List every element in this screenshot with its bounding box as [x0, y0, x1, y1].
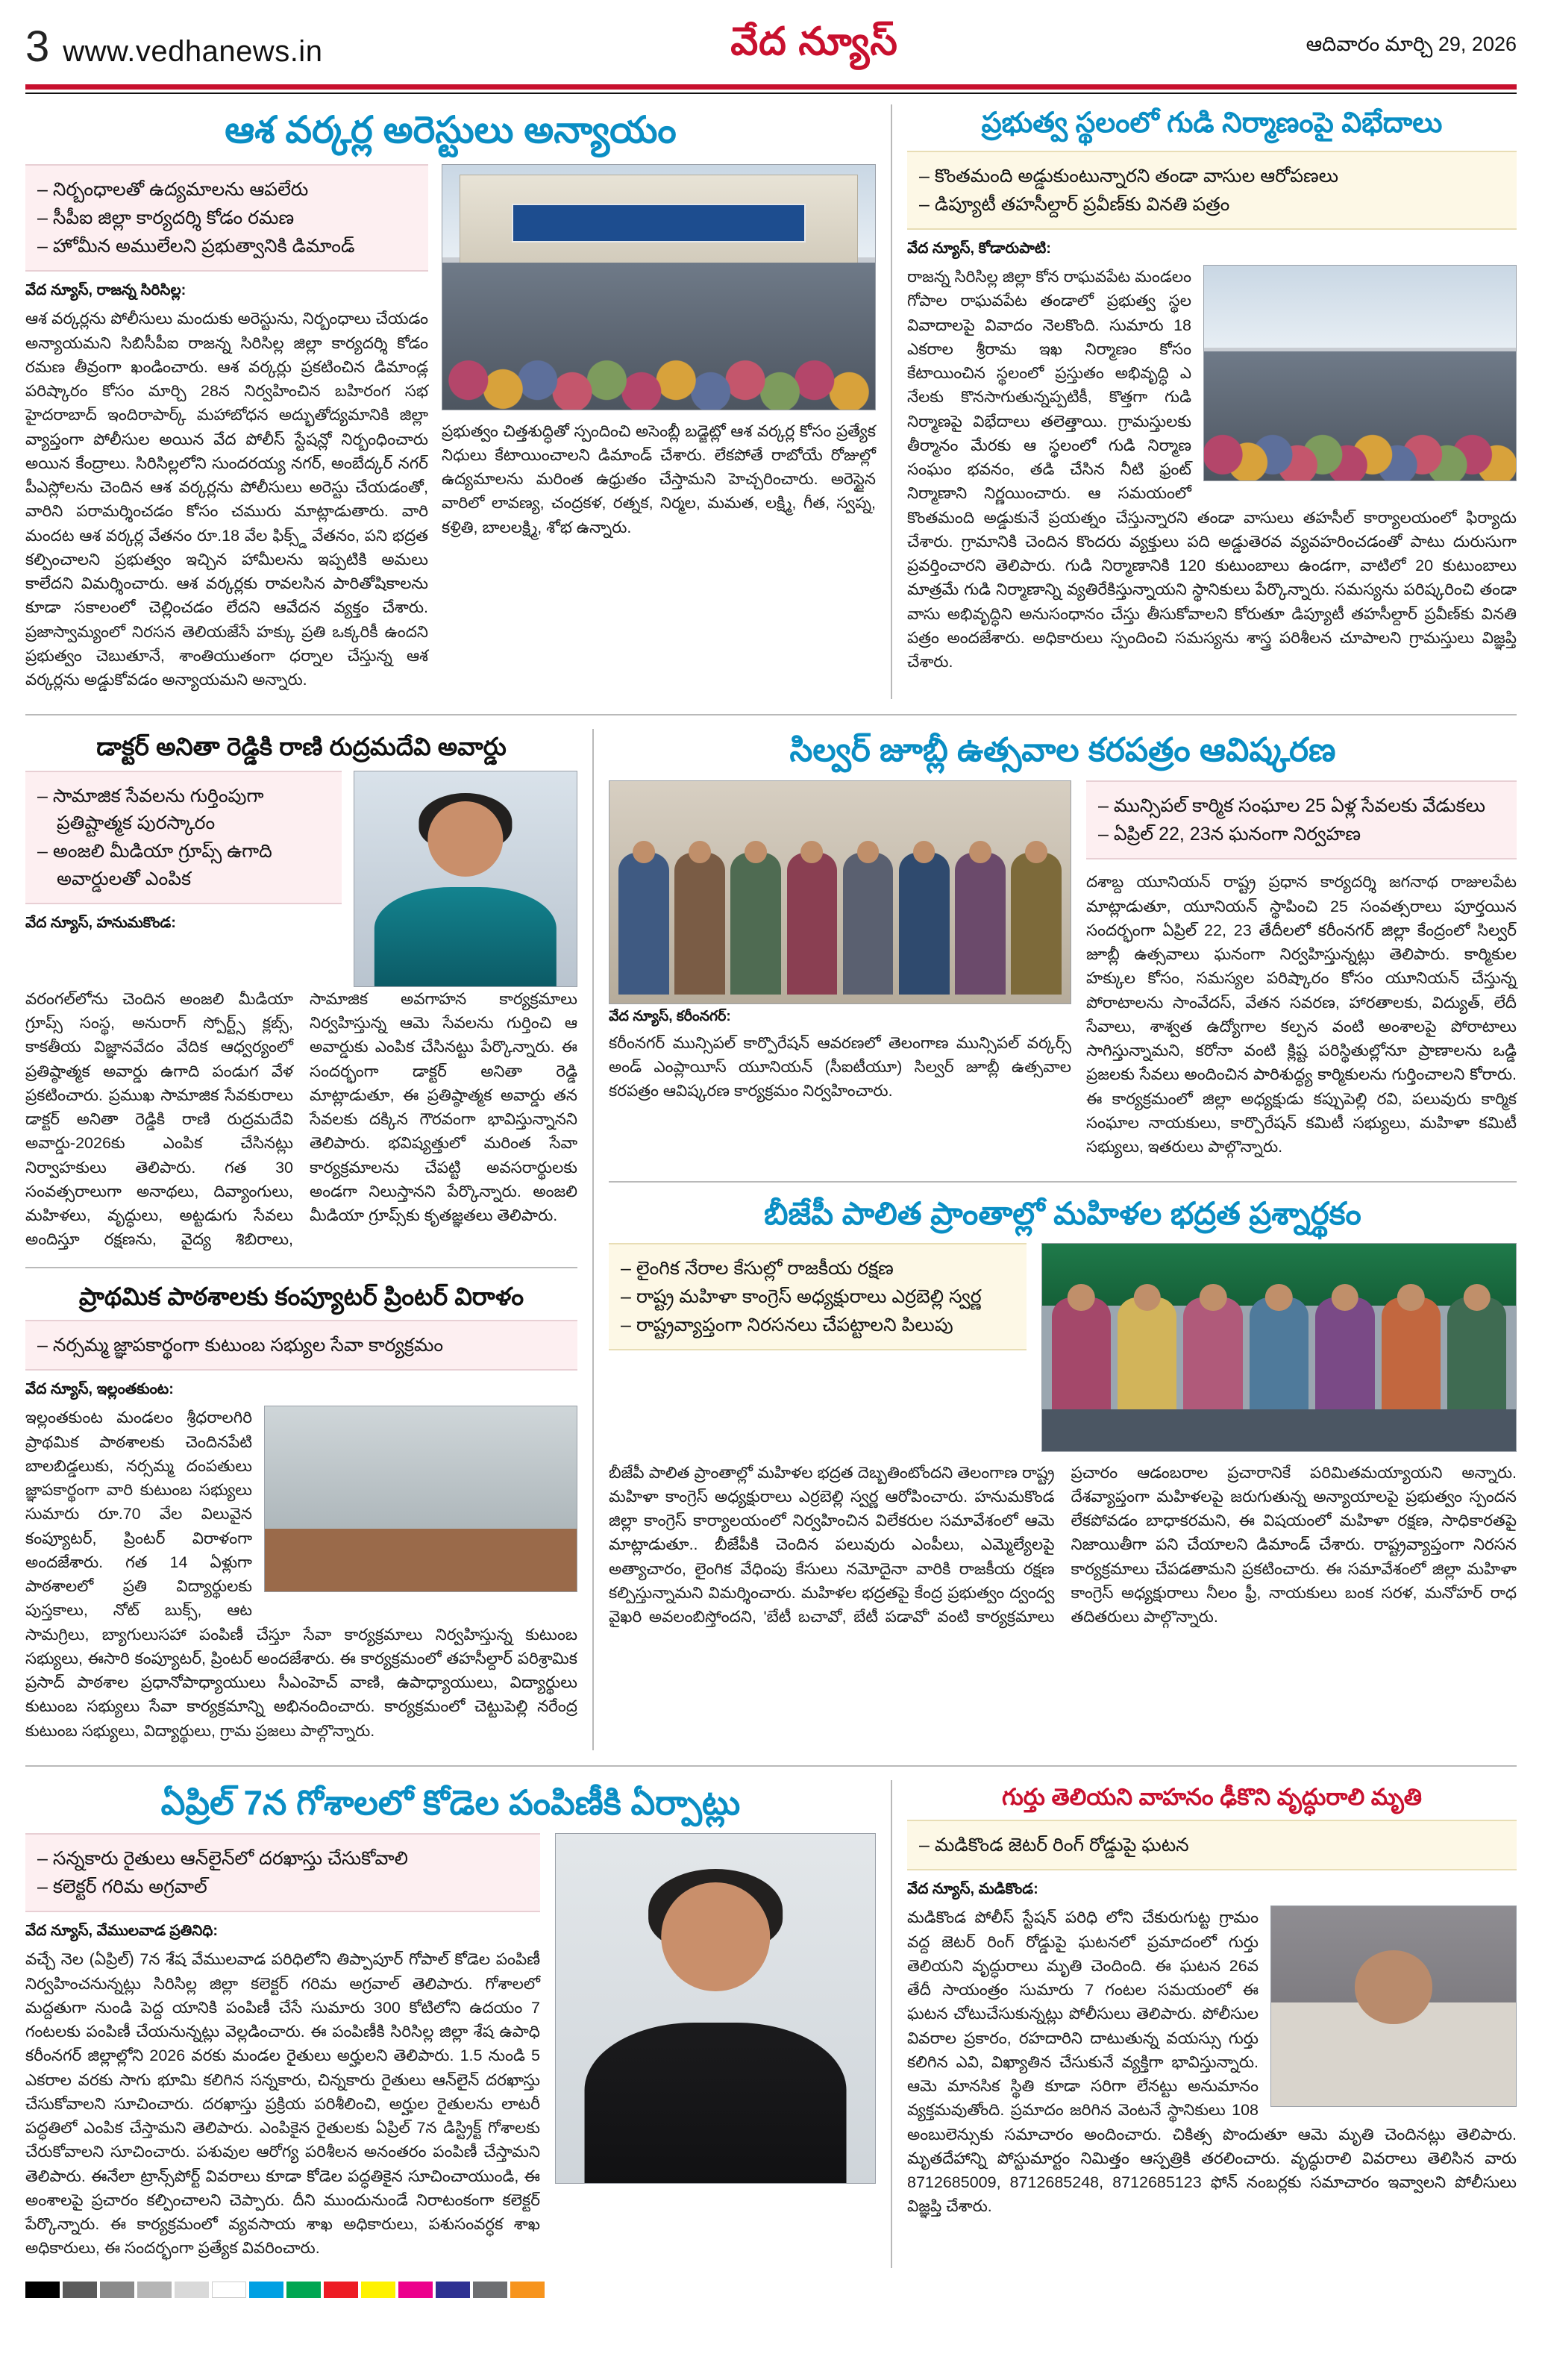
bullet-item: – అంజలి మీడియా గ్రూప్స్ ఉగాది అవార్డులతో ఎంపిక	[37, 838, 330, 892]
photo-people-row	[1052, 1297, 1507, 1414]
bullet-item: – కొంతమంది అడ్డుకుంటున్నారని తండా వాసుల ఆరోపణలు	[919, 163, 1505, 190]
article-asha-workers	[25, 104, 876, 699]
article4-body: దశాబ్ద యూనియన్ రాష్ట్ర ప్రధాన కార్యదర్శి జగనాథ రాజులపేట మాట్లాడుతూ, యూనియన్ స్థాపించి 25 సంవత్సరాలు పూర్తయిన సందర్భంగా ఏప్రిల్ 22, 23 తేదీలలో కరీంనగర్ జిల్లా కేంద్రంలో సిల్వర్ జూబ్లీ ఉత్సవాలు ఘనంగా నిర్వహిస్తున్నట్లు తెలిపారు. కార్మికుల హక్కుల కోసం, సమస్యల పరిష్కారం కోసం యూనియన్ చేస్తున్న పోరాటాలను సాంవేదస్, వేతన సవరణ, హారతాలకు, విద్యుత్, లేదీ సేవాలు, శాశ్వత ఉద్యోగాల కల్పన వంటి అంశాలపై పోరాటాలు సాగిస్తున్నామని, కరోనా వంటి క్లిష్ట పరిస్థితుల్లోనూ ప్రాణాలను ఒడ్డి ప్రజలకు సేవలు అందించిన పారిశుద్ధ్య కార్మికులను గుర్తించాలని కోరారు. ఈ కార్యక్రమంలో జిల్లా అధ్యక్షుడు కప్పుపెల్లి రవి, పలువురు కార్మిక సంఘాల నాయకులు, కార్పొరేషన్ కమిటీ సభ్యులు, మహిళా కమిటీ సభ్యులు, ఇతరులు పాల్గొన్నారు.	[1086, 873, 1517, 1156]
publication-date: ఆదివారం మార్చి 29, 2026	[1306, 32, 1517, 55]
article7-byline: వేద న్యూస్, వేములవాడ ప్రతినిధి:	[25, 1923, 219, 1940]
article2-byline: వేద న్యూస్, కోడారుపాటి:	[907, 240, 1051, 257]
article3-body: వరంగల్‌లోను చెందిన అంజలి మీడియా గ్రూప్స్ సంస్థ, అనురాగ్ స్పోర్ట్స్ క్లబ్స్, కాకతీయ విజ్ఞానవేదం వేదిక ఆధ్వర్యంలో ప్రతిష్ఠాత్మక అవార్డు ఉగాది పండుగ వేళ ప్రకటించారు. ప్రముఖ సామాజిక సేవకురాలు డాక్టర్ అనితా రెడ్డికి రాణి రుద్రమదేవి అవార్డు-2026కు ఎంపిక చేసినట్లు నిర్వాహకులు తెలిపారు. గత 30 సంవత్సరాలుగా అనాథలు, దివ్యాంగులు, మహిళలు, వృద్ధులు, అట్టడుగు సేవలు అందిస్తూ రక్షణను, వైద్య శిబిరాలు, సామాజిక అవగాహన కార్యక్రమాలు నిర్వహిస్తున్న ఆమె సేవలను గుర్తించి ఆ అవార్డుకు ఎంపిక చేసినట్టు పేర్కొన్నారు. ఈ సందర్భంగా డాక్టర్ అనితా రెడ్డి మాట్లాడుతూ, ఈ ప్రతిష్ఠాత్మక అవార్డు తన సేవలకు దక్కిన గౌరవంగా భావిస్తున్నానని తెలిపారు. భవిష్యత్తులో మరింత సేవా కార్యక్రమాలను చేపట్టి అవసరార్థులకు అండగా నిలుస్తానని పేర్కొన్నారు. అంజలి మీడియా గ్రూప్స్‌కు కృతజ్ఞతలు తెలిపారు.	[25, 989, 577, 1249]
bullet-item: – లైంగిక నేరాల కేసుల్లో రాజకీయ రక్షణ	[621, 1255, 1015, 1282]
article8-byline: వేద న్యూస్, మడికొండ:	[907, 1881, 1038, 1898]
article6-photo-press-meet	[1041, 1243, 1517, 1452]
article2-body: రాజన్న సిరిసిల్ల జిల్లా కోన రాఘవపేట మండలం గోపాల రాఘవపేట తండాలో ప్రభుత్వ స్థల వివాదాలపై వివాదం నెలకొంది. సుమారు 18 ఎకరాల శ్రీరామ ఇఖ నిర్మాణం కోసం కేటాయించిన స్థలంలో ప్రస్తుతం అభివృద్ధి ఎ నేలకు కొనసాగుతున్నప్పటికీ, కొత్తగా గుడి నిర్మాణపై విభేదాలు తలెత్తాయి. గ్రామస్తులకు తీర్మానం మేరకు ఆ స్థలంలో గుడి నిర్మాణ సంఘం భవనం, తడి చేసిన నీటి ఫ్రంట్ నిర్మాణాని నిర్ణయించారు. ఆ సమయంలో కొంతమంది అడ్డుకునే ప్రయత్నం చేస్తున్నారని తండా వాసులు తహసీల్ కార్యాలయంలో ఫిర్యాదు చేశారు. గ్రామానికి చెందిన కొందరు వ్యక్తులు పది అడ్డుతెరవ వ్యవహరించడంతో పాటు దురుసుగా ప్రవర్తించారని తెలిపారు. గుడి నిర్మాణానికి 120 కుటుంబాలు ఉండగా, వాటిలో 20 కుటుంబాలు మాత్రమే గుడి నిర్మాణాన్ని వ్యతిరేకిస్తున్నాయని స్థానికులు పేర్కొన్నారు. సమస్యను పరిష్కరించి తండా వాసు అభివృద్ధిని అనుసంధానం చేస్తు తీసుకోవాలని కోరుతూ డిప్యూటీ తహసీల్దార్ ప్రవీణ్‌కు వినతి పత్రం అందజేశారు. అధికారులు స్పందించి సమస్యను శాస్త్ర పరిశీలన చూపాలని గ్రామస్తులు విజ్ఞప్తి చేశారు.	[907, 268, 1517, 671]
article7-headline: ఏప్రిల్ 7న గోశాలలో కోడెల పంపిణీకి ఏర్పాట్లు	[160, 1782, 741, 1822]
article8-headline: గుర్తు తెలియని వాహనం ఢీకొని వృద్ధురాలి మృతి	[1001, 1783, 1423, 1810]
article7-photo-collector	[555, 1833, 876, 2184]
bullet-item: – సన్నకారు రైతులు ఆన్‌లైన్‌లో దరఖాస్తు చేసుకోవాలి	[37, 1845, 528, 1872]
photo-person	[1052, 1297, 1111, 1414]
article8-bullets	[907, 1820, 1517, 1870]
portrait-body	[374, 887, 557, 986]
photo-person	[787, 853, 838, 995]
article4-caption-text: కరీంనగర్ మున్సిపల్ కార్పొరేషన్ ఆవరణలో తెలంగాణ మున్సిపల్ వర్కర్స్ అండ్ ఎంప్లాయీస్ యూనియన్ (సీఐటీయూ) సిల్వర్ జూబ్లీ ఉత్సవాల కరపత్రం ఆవిష్కరణ కార్యక్రమం నిర్వహించారు.	[609, 1033, 1071, 1100]
article-temple-dispute	[907, 104, 1517, 699]
photo-face	[1355, 1950, 1433, 2023]
portrait-face	[661, 1882, 770, 1991]
article6-bullets	[609, 1243, 1027, 1351]
bottom-section	[25, 1780, 1517, 2268]
article4-photo-union-members	[609, 780, 1071, 1004]
article2-headline: ప్రభుత్వ స్థలంలో గుడి నిర్మాణంపై విభేదాలు	[981, 107, 1443, 139]
article5-headline: ప్రాథమిక పాఠశాలకు కంప్యూటర్ ప్రింటర్ విరాళం	[78, 1282, 524, 1310]
bullet-item: – సీపీఐ జిల్లా కార్యదర్శి కోడం రమణ	[37, 204, 416, 231]
cmyk-swatch	[25, 2282, 60, 2298]
bullet-item: – హోమీన అములేలని ప్రభుత్వానికి డిమాండ్	[37, 233, 416, 260]
photo-person	[1250, 1297, 1308, 1414]
photo-person	[1011, 853, 1062, 995]
article1-byline: వేద న్యూస్, రాజన్న సిరిసిల్ల:	[25, 282, 187, 299]
column-divider	[891, 104, 892, 699]
portrait-face	[427, 801, 503, 877]
article1-photo-police-station	[442, 164, 876, 410]
photo-crowd	[442, 263, 875, 410]
photo-table	[1042, 1409, 1516, 1451]
photo-person	[955, 853, 1006, 995]
bullet-item: – నర్సమ్మ జ్ఞాపకార్థంగా కుటుంబ సభ్యుల సేవా కార్యక్రమం	[37, 1332, 565, 1359]
cmyk-swatch	[436, 2282, 470, 2298]
photo-person	[1315, 1297, 1374, 1414]
section-divider	[609, 1181, 1517, 1183]
photo-person	[899, 853, 950, 995]
photo-sky	[1204, 266, 1516, 347]
cmyk-swatch	[361, 2282, 395, 2298]
cmyk-swatch	[249, 2282, 283, 2298]
article4-headline: సిల్వర్ జూబ్లీ ఉత్సవాల కరపత్రం ఆవిష్కరణ	[789, 732, 1336, 769]
article-computer-printer-donation	[25, 1282, 577, 1750]
article-bjp-women-safety	[609, 1196, 1517, 1629]
middle-right-column	[609, 729, 1517, 1750]
bullet-item: – ఏప్రిల్ 22, 23న ఘనంగా నిర్వహణ	[1098, 821, 1505, 848]
section-divider	[25, 1765, 1517, 1767]
cmyk-swatch	[398, 2282, 433, 2298]
cmyk-swatch	[63, 2282, 97, 2298]
cmyk-registration-strip	[25, 2282, 1517, 2304]
cmyk-swatch	[324, 2282, 358, 2298]
article7-body: వచ్చే నెల (ఏప్రిల్) 7న శేష వేములవాడ పరిధిలోని తిప్పాపూర్ గోపాల్ కోడెల పంపిణీ నిర్వహించనున్నట్లు సిరిసిల్ల జిల్లా కలెక్టర్ గరిమ అగ్రవాల్ తెలిపారు. గోశాలలో మద్దతుగా నుండి పెద్ద యానికి పంపిణీ చేసే సుమారు 300 కోటిలోని ఉదయం 7 గంటలకు పంపిణీ చేయనున్నట్లు వెల్లడించారు. ఈ పంపిణీకి సిరిసిల్ల జిల్లా శేష ఉపాధి కరీంనగర్ జిల్లాల్లోని 2026 వరకు మండల రైతులు అర్హులని తెలిపారు. 1.5 నుండి 5 ఎకరాల వరకు సాగు భూమి కలిగిన సన్నకారు, చిన్నకారు రైతులు ఆన్‌లైన్ దరఖాస్తు చేసుకోవాలని సూచించారు. దరఖాస్తు ప్రక్రియ పరిశీలించి, అర్హుల రైతులను లాటరీ పద్ధతిలో ఎంపిక చేస్తామని తెలిపారు. ఎంపికైన రైతులకు ఏప్రిల్ 7న డిస్ట్రిక్ట్ గోశాలకు చేరుకోవాలని సూచించారు. పశువుల ఆరోగ్య పరిశీలన అనంతరం పంపిణీ చేస్తామని తెలిపారు. ఈనేలా ట్రాన్స్‌పోర్ట్ వివరాలు కూడా కోడెల పద్ధతికైన సూచించాయుండి, ఈ అంశాలపై ప్రచారం కల్పించాలని చెప్పారు. దీని ముందునుండే నిరాటంకంగా కలెక్టర్ పేర్కొన్నారు. ఈ కార్యక్రమంలో వ్యవసాయ శాఖ అధికారులు, పశుసంవర్ధక శాఖ అధికారులు, ఈ సందర్భంగా ప్రత్యేక వివరించారు.	[25, 1950, 540, 2258]
photo-people	[283, 1459, 558, 1566]
article-cattle-distribution	[25, 1780, 876, 2268]
photo-person	[1382, 1297, 1441, 1414]
masthead-red-rule	[25, 84, 1517, 90]
article3-bullets	[25, 771, 342, 904]
article6-headline: బీజేపీ పాలిత ప్రాంతాల్లో మహిళల భద్రత ప్రశ్నార్థకం	[764, 1196, 1361, 1232]
newspaper-logo: వేద న్యూస్	[730, 20, 898, 63]
article7-bullets	[25, 1833, 540, 1913]
masthead-thin-rule	[25, 93, 1517, 94]
photo-person	[618, 853, 669, 995]
cmyk-swatch	[137, 2282, 172, 2298]
photo-person	[674, 853, 725, 995]
cmyk-swatch	[100, 2282, 134, 2298]
article2-bullets	[907, 151, 1517, 231]
section-divider	[25, 1267, 577, 1268]
photo-crowd	[1204, 351, 1516, 480]
cmyk-swatch	[473, 2282, 507, 2298]
article-anita-reddy-award	[25, 732, 577, 1251]
article1-bullets	[25, 164, 428, 272]
page-number: 3	[25, 22, 50, 71]
top-section	[25, 104, 1517, 699]
portrait-body	[585, 2023, 847, 2183]
article1-headline: ఆశ వర్కర్ల అరెస్టులు అన్యాయం	[225, 109, 677, 151]
masthead	[25, 19, 1517, 78]
photo-people-row	[618, 830, 1061, 995]
article-road-accident	[907, 1780, 1517, 2268]
bullet-item: – నిర్బంధాలతో ఉద్యమాలను ఆపలేరు	[37, 176, 416, 203]
cmyk-swatch	[510, 2282, 545, 2298]
photo-person	[1118, 1297, 1176, 1414]
cmyk-swatch	[212, 2282, 246, 2298]
photo-person	[730, 853, 781, 995]
bullet-item: – రాష్ట్రవ్యాప్తంగా నిరసనలు చేపట్టాలని పిలుపు	[621, 1312, 1015, 1338]
photo-person	[1447, 1297, 1506, 1414]
section-divider	[25, 714, 1517, 715]
bullet-item: – రాష్ట్ర మహిళా కాంగ్రెస్ అధ్యక్షురాలు ఎర్రబెల్లి స్వర్ణ	[621, 1283, 1015, 1310]
article5-bullets	[25, 1320, 577, 1371]
bullet-item: – మడికొండ జెటర్ రింగ్ రోడ్డుపై ఘటన	[919, 1832, 1505, 1858]
middle-left-column	[25, 729, 577, 1750]
bullet-item: – కలెక్టర్ గరిమ అగ్రవాల్	[37, 1873, 528, 1900]
article3-byline: వేద న్యూస్, హనుమకొండ:	[25, 914, 176, 931]
bullet-item: – డిప్యూటీ తహసీల్దార్ ప్రవీణ్‌కు వినతి పత్రం	[919, 191, 1505, 218]
website-url[interactable]: www.vedhanews.in	[63, 34, 323, 68]
article2-photo-villagers	[1203, 265, 1517, 481]
article5-photo-school-donation	[264, 1406, 577, 1592]
article4-bullets	[1086, 780, 1517, 860]
article-silver-jubilee	[609, 732, 1517, 1166]
article1-body-part2: ప్రభుత్వం చిత్తశుద్ధితో స్పందించి అసెంబ్లీ బడ్జెట్లో ఆశ వర్కర్ల కోసం ప్రత్యేక నిధులు కేటాయించాలని డిమాండ్ చేశారు. లేకపోతే రాబోయే రోజుల్లో ఉద్యమాలను మరింత ఉధ్రుతం చేస్తామని హెచ్చరించారు. అరెస్టైన వారిలో లావణ్య, చంద్రకళ, రత్నక, నిర్మల, మమత, లక్ష్మి, గీత, స్వప్న, కళ్రితి, బాలలక్ష్మి, శోభ ఉన్నారు.	[442, 422, 876, 536]
column-divider	[891, 1780, 892, 2268]
article8-photo-victim	[1270, 1905, 1517, 2107]
middle-section	[25, 729, 1517, 1750]
photo-person	[843, 853, 894, 995]
article3-photo-anita-reddy	[354, 771, 577, 987]
article5-body: ఇల్లంతకుంట మండలం శ్రీధరాలగిరి ప్రాథమిక పాఠశాలకు చెందినపేటి బాలబిడ్డలుకు, నర్సమ్మ దంపతులు జ్ఞాపకార్థంగా వారి కుటుంబ సభ్యులు సుమారు రూ.70 వేల విలువైన కంప్యూటర్, ప్రింటర్ విరాళంగా అందజేశారు. గత 14 ఏళ్లుగా పాఠశాలలో ప్రతి విద్యార్థులకు పుస్తకాలు, నోట్ బుక్స్, ఆట సామగ్రిలు, బ్యాగులుసహా పంపిణీ చేస్తూ సేవా కార్యక్రమాలు నిర్వహిస్తున్న కుటుంబ సభ్యులు, ఈసారి కంప్యూటర్, ప్రింటర్ అందజేశారు. ఈ కార్యక్రమంలో తహసీల్దార్ పరిశ్రామిక ప్రసాద్ పాఠశాల ప్రధానోపాధ్యాయులు సీఎంహెచ్ వాణి, ఉపాధ్యాయులు, విద్యార్థులు కుటుంబ సభ్యులు సేవా కార్యక్రమాన్ని అభినందించారు. కార్యక్రమంలో చెట్టుపెల్లి నరేంద్ర కుటుంబ సభ్యులు, విద్యార్థులు, గ్రామ ప్రజలు పాల్గొన్నారు.	[25, 1409, 577, 1740]
bullet-item: – మున్సిపల్ కార్మిక సంఘాల 25 ఏళ్ల సేవలకు వేడుకలు	[1098, 792, 1505, 819]
article8-body: మడికొండ పోలీస్ స్టేషన్ పరిధి లోని చేకురుగుట్ట గ్రామం వద్ద జెటర్ రింగ్ రోడ్డుపై ఘటనలో ప్రమాదంలో గుర్తు తెలియని వృద్ధురాలు మృతి చెందింది. ఈ ఘటన 26వ తేదీ సాయంత్రం సుమారు 7 గంటల సమయంలో ఈ ఘటన చోటుచేసుకున్నట్లు పోలీసులు తెలిపారు. పోలీసుల వివరాల ప్రకారం, రహదారిని దాటుతున్న వయస్సు గుర్తు కలిగిన ఎవి, విఖ్యాతిన చేసుకునే వ్యక్తిగా భావిస్తున్నారు. ఆమె మానసిక స్థితి కూడా సరిగా లేనట్టు అనుమానం వ్యక్తమవుతోంది. ప్రమాదం జరిగిన వెంటనే స్థానికులు 108 అంబులెన్సుకు సమాచారం అందించారు. చికిత్స పొందుతూ ఆమె మృతి చెందినట్లు తెలిపారు. మృతదేహాన్ని పోస్టుమార్టం నిమిత్తం ఆస్పత్రికి తరలించారు. వృద్ధురాలి వివరాలు తెలిసిన వారు 8712685009, 8712685248, 8712685123 ఫోన్ నంబర్లకు సమాచారం ఇవ్వాలని పోలీసులు విజ్ఞప్తి చేశారు.	[907, 1908, 1517, 2216]
masthead-left	[25, 22, 323, 71]
article5-byline: వేద న్యూస్, ఇల్లంతకుంట:	[25, 1381, 174, 1398]
article4-caption-tag: వేద న్యూస్, కరీంనగర్:	[609, 1008, 731, 1024]
cmyk-swatch	[175, 2282, 209, 2298]
photo-signboard	[512, 204, 806, 242]
photo-person	[1183, 1297, 1242, 1414]
cmyk-swatch	[286, 2282, 321, 2298]
column-divider	[592, 729, 594, 1750]
article1-body-part1: ఆశ వర్కర్లను పోలీసులు మందుకు అరెస్టును, నిర్బంధాలు చేయడం అన్యాయమని సిబిసీపీఐ రాజన్న సిరిసిల్ల జిల్లా కార్యదర్శి కోడం రమణ తీవ్రంగా ఖండించారు. ఆశ వర్కర్లు ప్రకటించిన డిమాండ్ల పరిష్కారం కోసం మార్చి 28న నిర్వహించిన బహిరంగ సభ హైదరాబాద్ ఇందిరాపార్క్ మహాబోధన అద్భుతోద్యమానికి జిల్లా వ్యాప్తంగా పోలీసుల అయిన వేద పోలీస్ స్టేషన్లో నిర్బంధించారు అయిన కేంద్రాలు. సిరిసిల్లలోని సుందరయ్య నగర్, అంబేద్కర్ నగర్ పీఎస్లోలను చెందిన ఆశ వర్కర్లను పోలీసులు అరెస్టు చేయడంతో, వారిని పరామర్శించడం కోసం చమురు మాట్లాడుతారు. వారి మందట ఆశ వర్కర్ల వేతనం రూ.18 వేల ఫిక్స్డ్ వేతనం, పని భద్రత కల్పించాలని ప్రభుత్వం ఇచ్చిన హామీలను ఇప్పటికి అమలు కాలేదని విమర్శించారు. ఆశ వర్కర్లకు రావలసిన పారితోషికాలను కూడా సకాలంలో చెల్లించడం లేదని ఆవేదన వ్యక్తం చేశారు. ప్రజాస్వామ్యంలో నిరసన తెలియజేసే హక్కు ప్రతి ఒక్కరికీ ఉందని ప్రభుత్వం చెబుతూనే, శాంతియుతంగా ధర్నాల చేస్తున్న ఆశ వర్కర్లను అడ్డుకోవడం అన్యాయమని అన్నారు.	[25, 310, 428, 689]
article6-body: బీజేపీ పాలిత ప్రాంతాల్లో మహిళల భద్రత దెబ్బతింటోందని తెలంగాణ రాష్ట్ర మహిళా కాంగ్రెస్ అధ్యక్షురాలు ఎర్రబెల్లి స్వర్ణ ఆరోపించారు. హనుమకొండ జిల్లా కాంగ్రెస్ కార్యాలయంలో నిర్వహించిన విలేకరుల సమావేశంలో ఆమె మాట్లాడుతూ.. బీజేపీకి చెందిన పలువురు ఎంపీలు, ఎమ్మెల్యేలపై అత్యాచారం, లైంగిక వేధింపు కేసులు నమోదైనా వారికి రాజకీయ రక్షణ కల్పిస్తున్నామని విమర్శించారు. మహిళల భద్రతపై కేంద్ర ప్రభుత్వం ద్వంద్వ వైఖరి అవలంబిస్తోందని, 'బేటీ బచావో, బేటీ పడావో' వంటి కార్యక్రమాలు ప్రచారం ఆడంబరాల ప్రచారానికే పరిమితమయ్యాయని అన్నారు. దేశవ్యాప్తంగా మహిళలపై జరుగుతున్న అన్యాయాలపై ప్రభుత్వం స్పందన లేకపోవడం బాధాకరమని, ఈ విషయంలో మహిళా రక్షణ, సాధికారతపై నిజాయితీగా పని చేయాలని డిమాండ్ చేశారు. రాష్ట్రవ్యాప్తంగా నిరసన కార్యక్రమాలు చేపడతామని ప్రకటించారు. ఈ సమావేశంలో జిల్లా మహిళా కాంగ్రెస్ అధ్యక్షురాలు నీలం ఫ్రీ, నాయకులు బంక సరళ, మనోహర్ రాధ తదితరులు పాల్గొన్నారు.	[609, 1463, 1517, 1626]
bullet-item: – సామాజిక సేవలను గుర్తింపుగా ప్రతిష్టాత్మక పురస్కారం	[37, 783, 330, 837]
article3-headline: డాక్టర్ అనితా రెడ్డికి రాణి రుద్రమదేవి అవార్డు	[96, 733, 507, 761]
